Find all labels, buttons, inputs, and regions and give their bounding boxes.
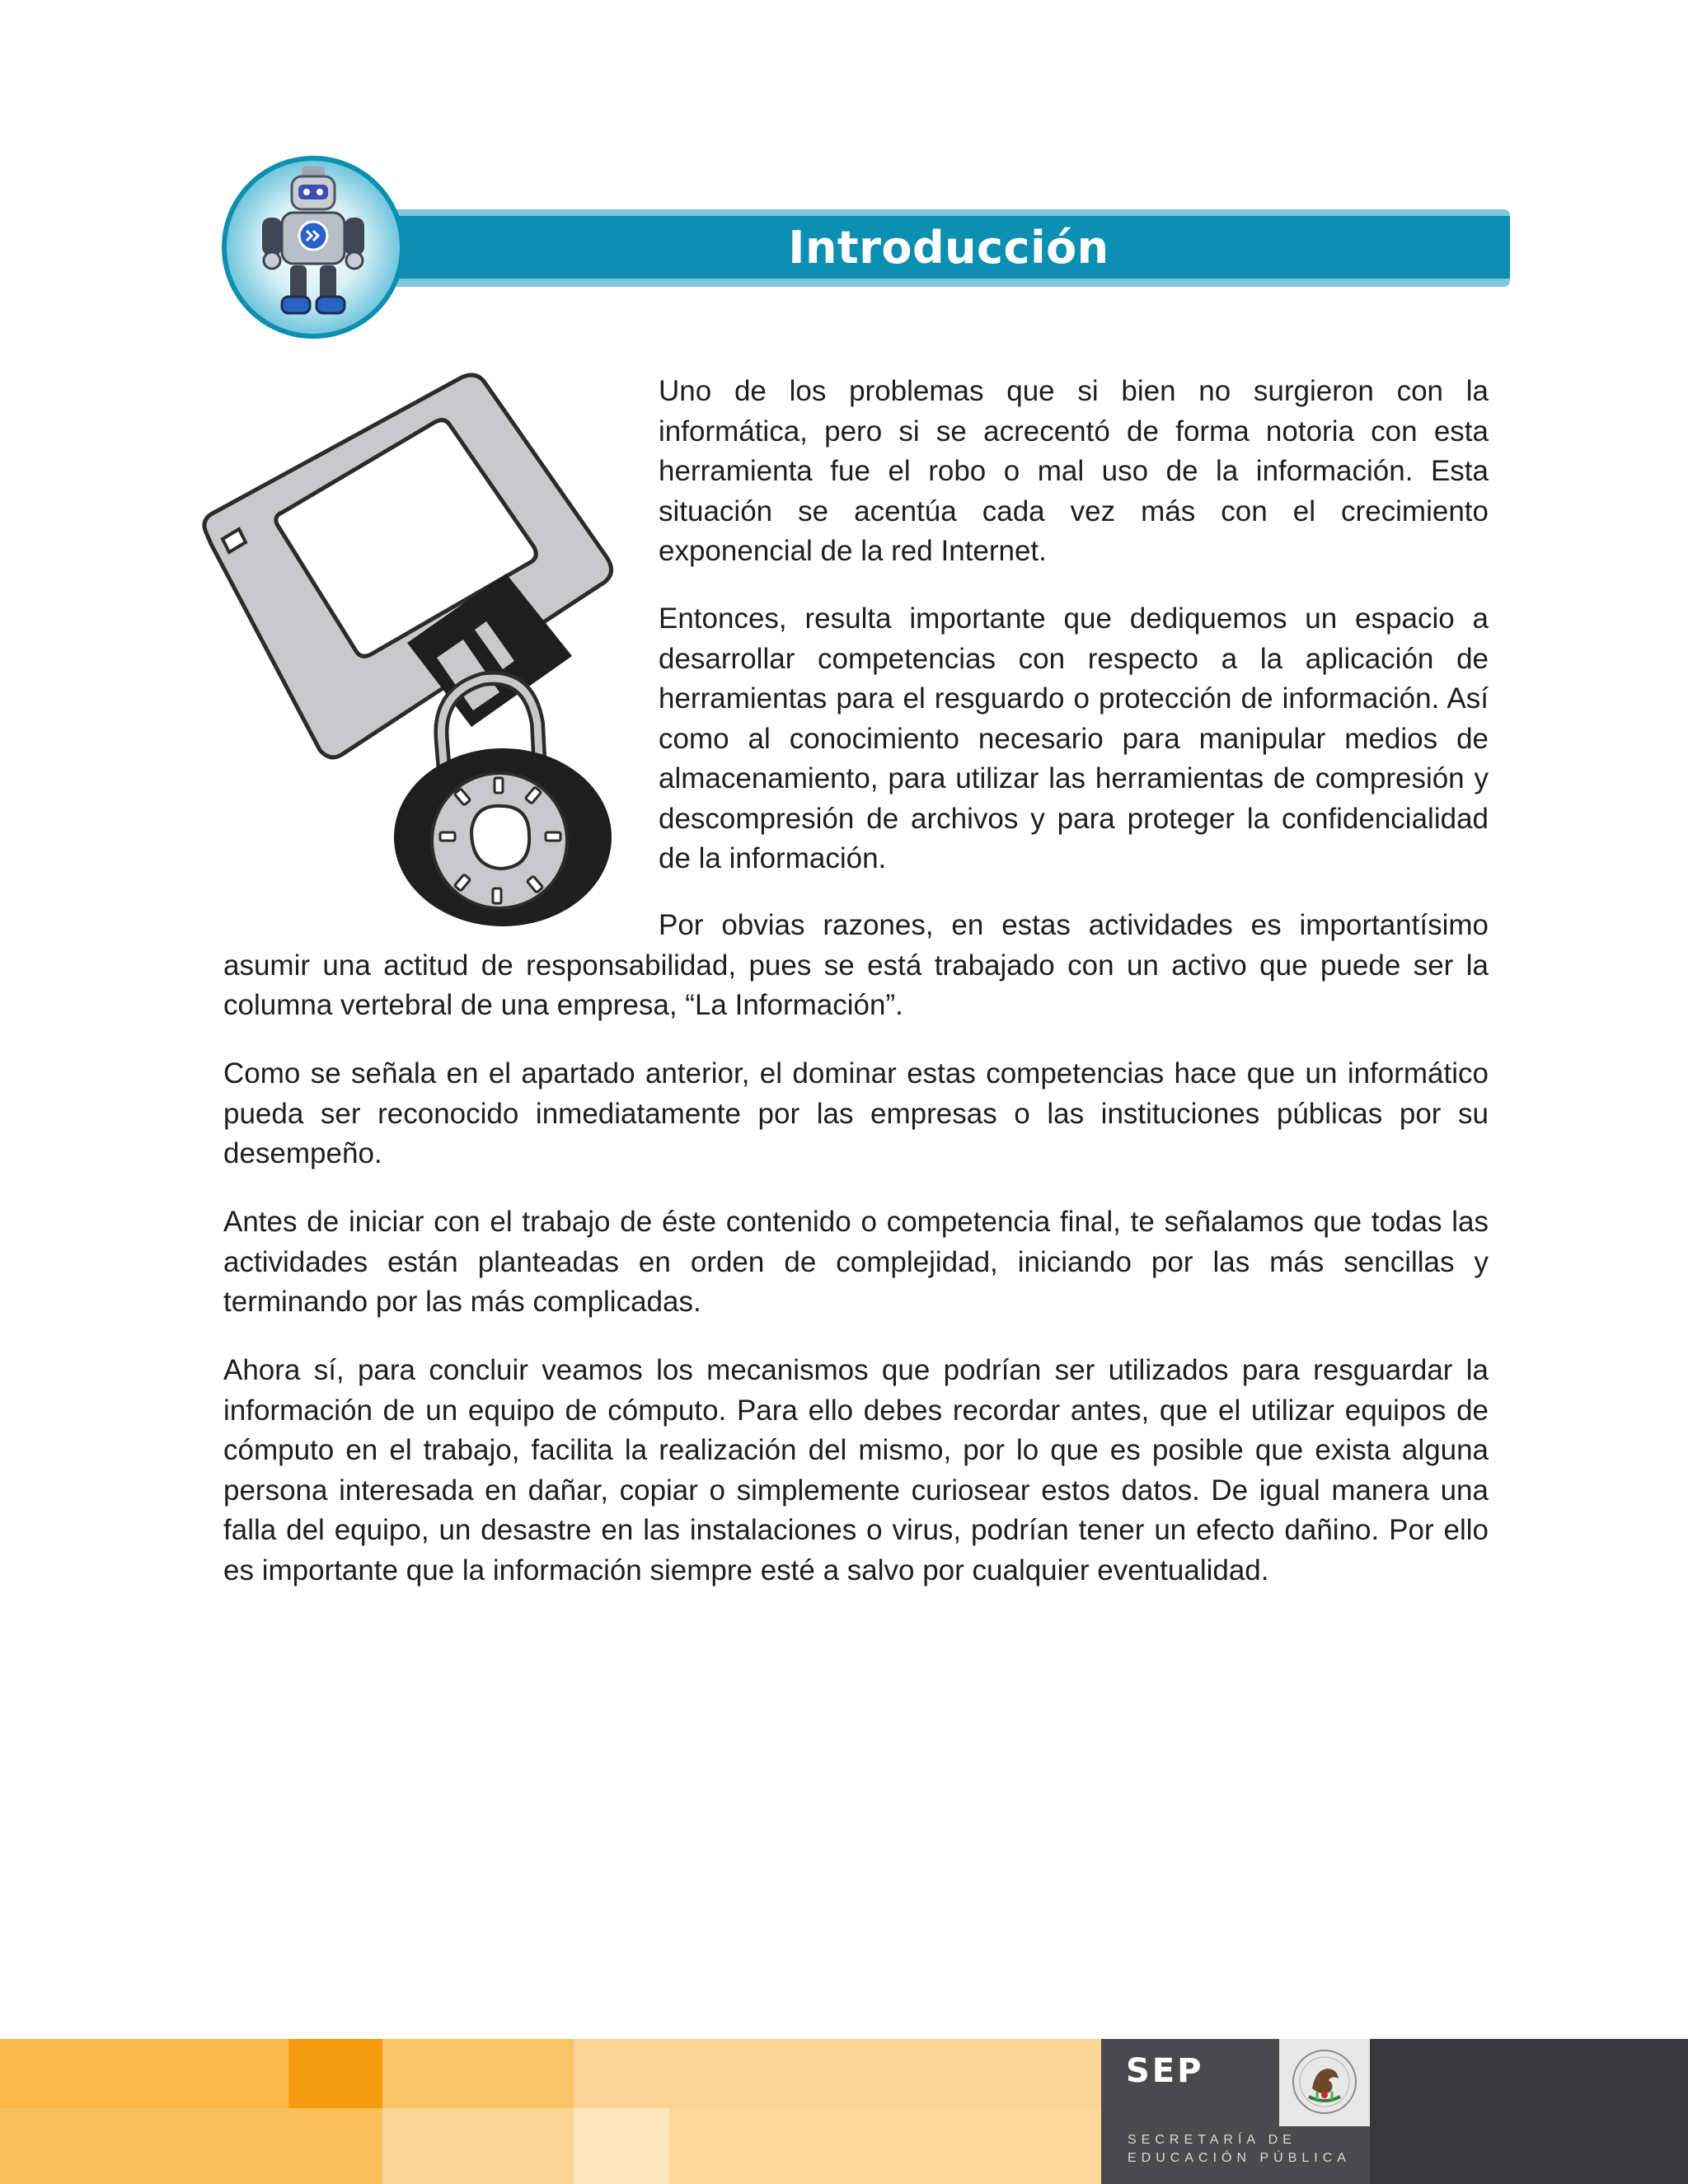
footer-block bbox=[574, 2108, 669, 2184]
mexico-coat-of-arms-icon bbox=[1287, 2042, 1362, 2121]
paragraph-1: Uno de los problemas que si bien no surgieron con la informática, pero si se acrecentó de forma notoria con esta herramienta fue el robo o mal uso de la información. Esta situación se acentúa cada vez más con el crecimiento exponencial de la red Internet. bbox=[659, 375, 1489, 567]
footer-block bbox=[0, 2108, 382, 2184]
sep-logo: SEP bbox=[1126, 2052, 1204, 2090]
paragraph-4: Como se señala en el apartado anterior, el dominar estas competencias hace que un informático pueda ser reconocido inmediatamente por las empresas o las instituciones públicas por su desempeño. bbox=[223, 1057, 1489, 1169]
header-stripe-bottom bbox=[387, 279, 1510, 287]
footer-block bbox=[382, 2108, 574, 2184]
robot-mascot-icon bbox=[221, 155, 406, 340]
sep-name-line-2: EDUCACIÓN PÚBLICA bbox=[1128, 2151, 1351, 2165]
paragraph-2: Entonces, resulta importante que dediquemos un espacio a desarrollar competencias con respecto a la aplicación de herramientas para el resguardo o protección de información. Así como al conocimiento necesario para manipular medios de almacenamiento, para utilizar las herramientas de compresión y descompresión de archivos y para proteger la confidencialidad de la información. bbox=[659, 602, 1489, 874]
footer-block bbox=[1370, 2039, 1688, 2184]
paragraph-5: Antes de iniciar con el trabajo de éste contenido o competencia final, te señalamos que todas las actividades están planteadas en orden de complejidad, iniciando por las más sencillas y terminando por las más complicadas. bbox=[223, 1206, 1489, 1318]
footer-block bbox=[382, 2039, 574, 2108]
sep-organization-name bbox=[1128, 2131, 1351, 2168]
paragraph-3 bbox=[223, 906, 1489, 1026]
footer-block bbox=[669, 2108, 1101, 2184]
footer-block bbox=[288, 2039, 382, 2108]
sep-name-line-1: SECRETARÍA DE bbox=[1128, 2133, 1296, 2147]
footer-block bbox=[574, 2039, 1101, 2108]
floppy-disk-padlock-icon bbox=[196, 369, 625, 930]
paragraph-6: Ahora sí, para concluir veamos los mecanismos que podrían ser utilizados para resguardar la información de un equipo de cómputo. Para ello debes recordar antes, que el utilizar equipos de cómputo en el trabajo, facilita la realización del mismo, por lo que es posible que exista alguna persona interesada en dañar, copiar o simplemente curiosear estos datos. De igual manera una falla del equipo, un desastre en las instalaciones o virus, podrían tener un efecto dañino. Por ello es importante que la información siempre esté a salvo por cualquier eventualidad. bbox=[223, 1354, 1489, 1586]
footer-block bbox=[0, 2039, 288, 2108]
paragraph-3-text: Por obvias razones, en estas actividades es importantísimo asumir una actitud de responsabilidad, pues se está trabajado con un activo que puede ser la columna vertebral de una empresa, “La Información”. bbox=[223, 909, 1489, 1021]
page-title: Introducción bbox=[788, 221, 1109, 274]
